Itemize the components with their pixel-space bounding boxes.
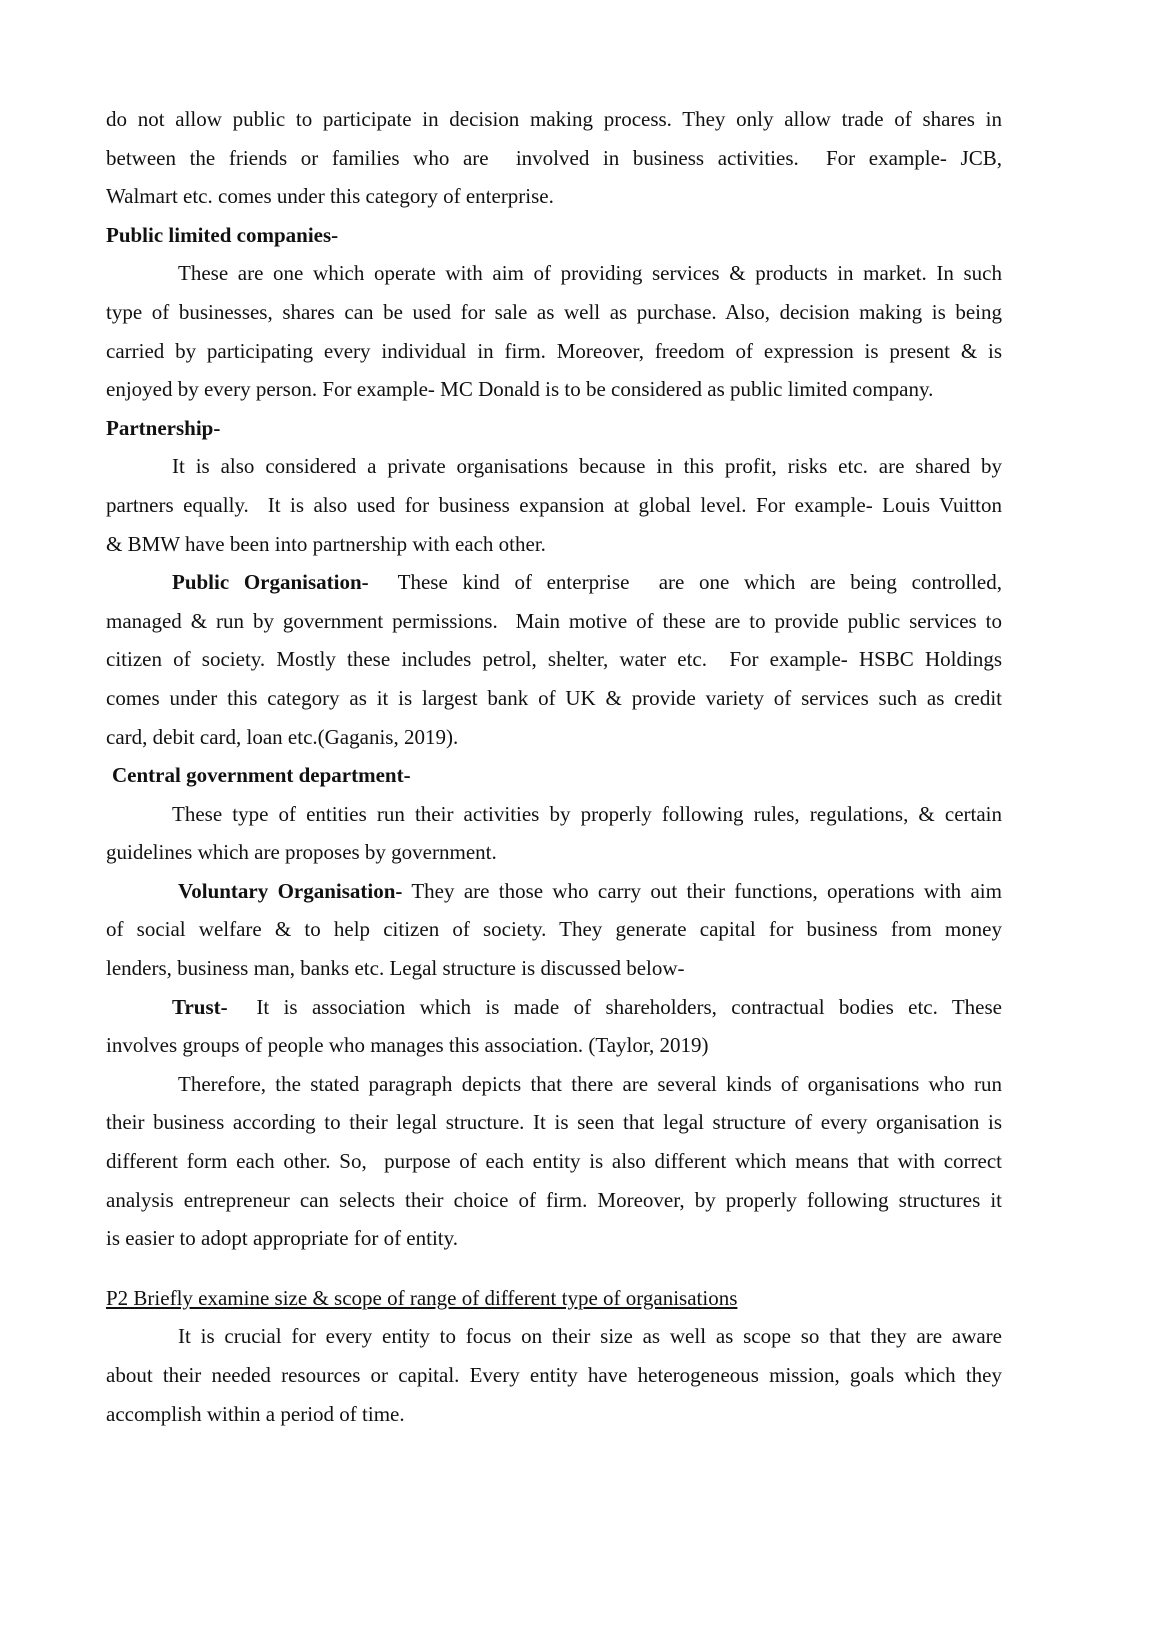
text-segment: It is also considered a private organisations because in this profit, risks etc. are shared by: [172, 454, 1002, 479]
text-line: [106, 216, 1002, 255]
text-line: [106, 756, 1002, 795]
text-line: [106, 679, 1002, 718]
text-line: [106, 1026, 1002, 1065]
text-line: [106, 177, 1002, 216]
paragraph-trust-text: [106, 988, 1002, 1065]
text-line: [106, 640, 1002, 679]
text-segment: These type of entities run their activities by properly following rules, regulations, & certain: [172, 801, 1002, 826]
text-segment: accomplish within a period of time.: [106, 1401, 405, 1426]
text-line: [106, 525, 1002, 564]
text-segment: comes under this category as it is largest bank of UK & provide variety of services such as credit: [106, 685, 1002, 710]
paragraph-partnership-text: [106, 447, 1002, 563]
text-segment: of social welfare & to help citizen of society. They generate capital for business from money: [106, 917, 1002, 942]
text-segment: do not allow public to participate in decision making process. They only allow trade of shares in: [106, 107, 1002, 131]
text-segment: type of businesses, shares can be used for sale as well as purchase. Also, decision making is being: [106, 299, 1002, 324]
text-segment: about their needed resources or capital. Every entity have heterogeneous mission, goals which they: [106, 1363, 1002, 1387]
text-segment: It is crucial for every entity to focus on their size as well as scope so that they are aware: [178, 1324, 1002, 1349]
text-segment: They are those who carry out their functions, operations with aim: [402, 878, 1002, 903]
paragraph-heading-partnership: [106, 409, 1002, 448]
bold-heading: Trust-: [172, 994, 228, 1019]
text-line: [106, 988, 1002, 1027]
text-segment: Walmart etc. comes under this category of enterprise.: [106, 184, 554, 209]
text-line: [106, 409, 1002, 448]
text-line: [106, 1142, 1002, 1181]
text-segment: between the friends or families who are involved in business activities. For example- JCB,: [106, 145, 1002, 170]
text-segment: is easier to adopt appropriate for of entity.: [106, 1226, 459, 1251]
bold-heading: Public Organisation-: [172, 570, 369, 595]
text-segment: their business according to their legal structure. It is seen that legal structure of every organisation is: [106, 1110, 1002, 1135]
text-segment: These kind of enterprise are one which are being controlled,: [368, 570, 1002, 595]
text-line: [106, 293, 1002, 332]
text-segment: lenders, business man, banks etc. Legal structure is discussed below-: [106, 956, 685, 981]
section-heading: P2 Briefly examine size & scope of range of different type of organisations: [106, 1285, 738, 1310]
bold-heading: Public limited companies-: [106, 222, 339, 247]
text-segment: guidelines which are proposes by government.: [106, 840, 497, 865]
text-segment: citizen of society. Mostly these includes petrol, shelter, water etc. For example- HSBC Holdings: [106, 647, 1002, 672]
paragraph-public-organisation-text: [106, 563, 1002, 756]
text-line: [106, 1181, 1002, 1220]
text-segment: enjoyed by every person. For example- MC Donald is to be considered as public limited company.: [106, 377, 934, 402]
text-line: [106, 1356, 1002, 1395]
text-line: [106, 370, 1002, 409]
text-line: [106, 718, 1002, 757]
text-line: [106, 254, 1002, 293]
text-segment: These are one which operate with aim of providing services & products in market. In such: [178, 261, 1002, 286]
text-line: [106, 1103, 1002, 1142]
text-line: [106, 1317, 1002, 1356]
text-line: [106, 100, 1002, 139]
text-segment: Therefore, the stated paragraph depicts that there are several kinds of organisations who run: [178, 1071, 1002, 1096]
paragraph-conclusion-text: [106, 1065, 1002, 1258]
text-segment: partners equally. It is also used for business expansion at global level. For example- Louis Vuitton: [106, 492, 1002, 517]
bold-heading: Partnership-: [106, 415, 221, 440]
text-line: [106, 833, 1002, 872]
text-segment: analysis entrepreneur can selects their choice of firm. Moreover, by properly following structures it: [106, 1187, 1002, 1212]
text-line: [106, 872, 1002, 911]
text-line: [106, 447, 1002, 486]
paragraph-heading-p2: [106, 1279, 1002, 1318]
text-line: [106, 1065, 1002, 1104]
text-line: [106, 139, 1002, 178]
paragraph-p2-text: [106, 1317, 1002, 1433]
text-line: [106, 1279, 1002, 1318]
text-segment: involves groups of people who manages this association. (Taylor, 2019): [106, 1033, 709, 1058]
text-line: [106, 1395, 1002, 1434]
text-segment: & BMW have been into partnership with each other.: [106, 531, 546, 556]
text-line: [106, 949, 1002, 988]
text-line: [106, 563, 1002, 602]
text-line: [106, 910, 1002, 949]
text-segment: different form each other. So, purpose of each entity is also different which means that with correct: [106, 1149, 1002, 1174]
paragraph-heading-central-government: [106, 756, 1002, 795]
text-line: [106, 602, 1002, 641]
text-line: [106, 1219, 1002, 1258]
bold-heading: Voluntary Organisation-: [178, 878, 403, 903]
bold-heading: Central government department-: [112, 763, 411, 788]
paragraph-public-limited-text: [106, 254, 1002, 408]
paragraph-voluntary-organisation-text: [106, 872, 1002, 988]
text-segment: It is association which is made of shareholders, contractual bodies etc. These: [227, 994, 1002, 1019]
text-line: [106, 486, 1002, 525]
paragraph-private-companies-continued: [106, 100, 1002, 216]
paragraph-heading-public-limited: [106, 216, 1002, 255]
text-line: [106, 795, 1002, 834]
document-page: [106, 100, 1002, 1433]
text-segment: carried by participating every individual in firm. Moreover, freedom of expression is present & is: [106, 338, 1002, 363]
text-line: [106, 332, 1002, 371]
text-segment: card, debit card, loan etc.(Gaganis, 2019).: [106, 724, 459, 749]
paragraph-central-government-text: [106, 795, 1002, 872]
text-segment: managed & run by government permissions. Main motive of these are to provide public services to: [106, 608, 1002, 633]
